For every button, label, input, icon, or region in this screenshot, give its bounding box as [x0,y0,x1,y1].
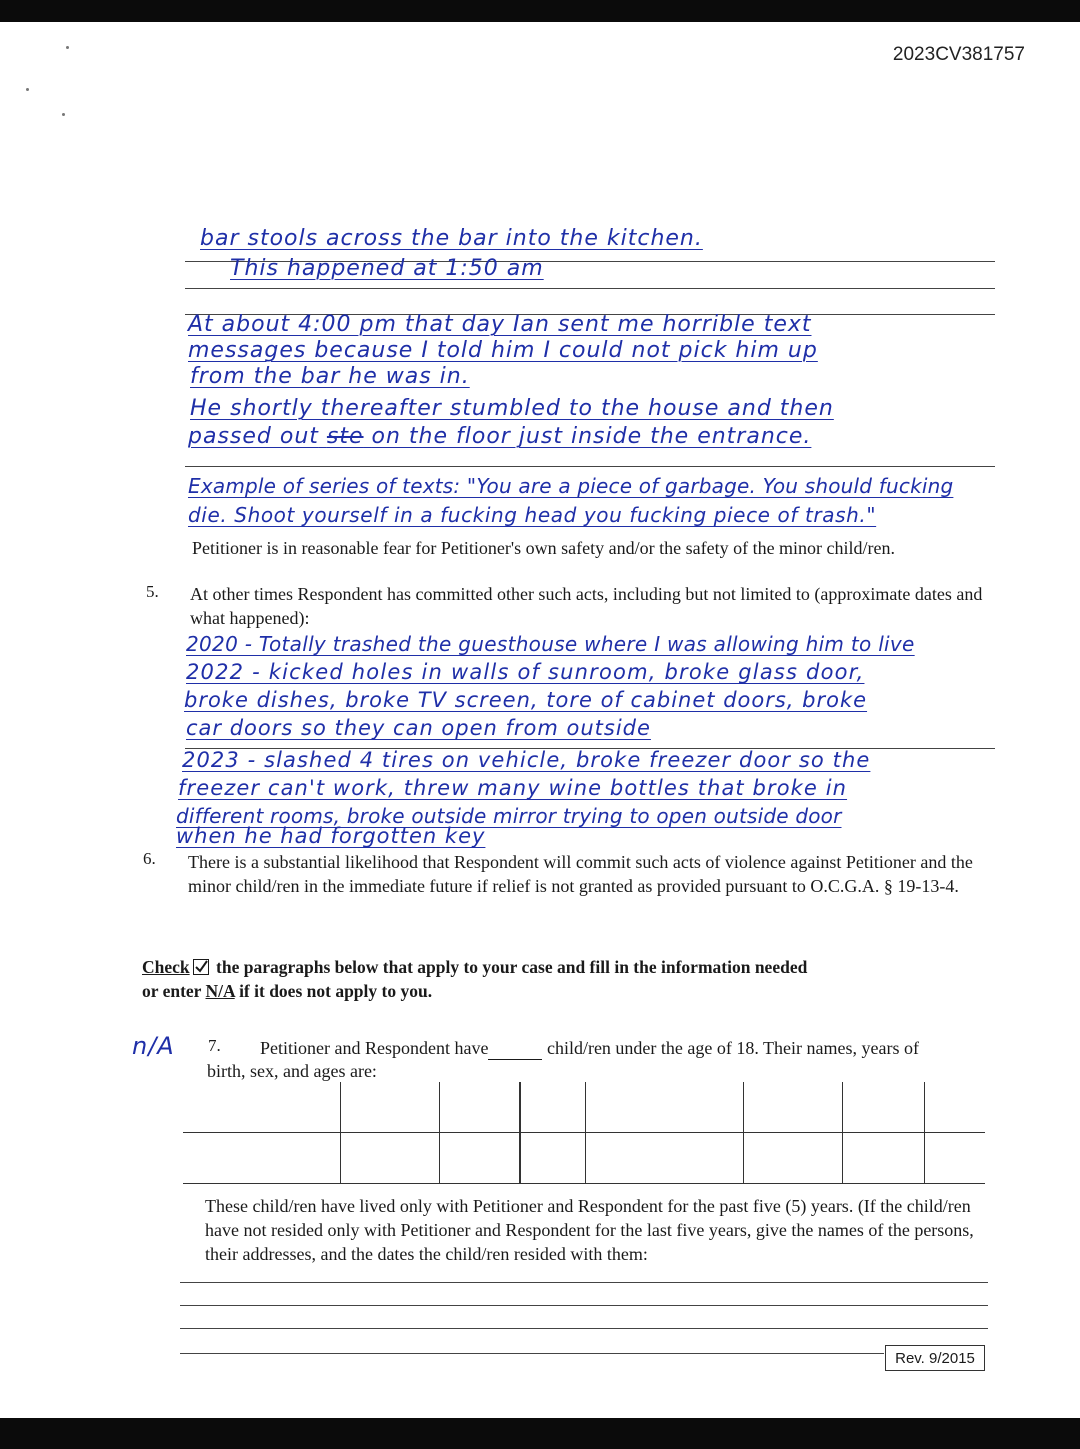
item-7-number: 7. [208,1036,221,1055]
instructions [142,955,1002,1003]
handwritten-text: on the floor just inside the entrance. [371,424,812,449]
table-cell[interactable] [520,1133,585,1184]
table-cell[interactable] [925,1082,985,1133]
handwritten-line: 2023 - slashed 4 tires on vehicle, broke freezer door so the [182,748,871,772]
writing-line [185,288,995,289]
table-cell[interactable] [183,1082,341,1133]
handwritten-line: messages because I told him I could not pick him up [188,338,818,363]
table-cell[interactable] [341,1133,440,1184]
table-row [183,1133,985,1184]
struck-out-text: ste [326,424,364,449]
table-cell[interactable] [341,1082,440,1133]
fear-statement: Petitioner is in reasonable fear for Petitioner's own safety and/or the safety of the minor child/ren. [192,538,896,558]
handwritten-line: Example of series of texts: "You are a piece of garbage. You should fucking [188,474,954,498]
scan-speck [66,46,69,49]
handwritten-line: freezer can't work, threw many wine bottles that broke in [178,776,848,800]
table-cell[interactable] [520,1082,585,1133]
table-row [183,1082,985,1133]
revision-label: Rev. 9/2015 [885,1345,985,1371]
writing-line[interactable] [180,1305,988,1306]
handwritten-line: from the bar he was in. [190,364,470,389]
instructions-line-2-pre: or enter [142,981,202,1001]
na-handwritten-mark: n/A [132,1032,175,1060]
instructions-line-1: the paragraphs below that apply to your case and fill in the information needed [216,957,808,977]
item-6-text: There is a substantial likelihood that Respondent will commit such acts of violence against Petitioner and the minor child/ren in the immediate future if relief is not granted as provided pursuant to O.C.G.A. § 19-13-4. [188,852,973,896]
handwritten-line: die. Shoot yourself in a fucking head you fucking piece of trash." [188,503,877,527]
handwritten-line: He shortly thereafter stumbled to the house and then [190,396,834,421]
item-6-number: 6. [143,849,156,868]
table-cell[interactable] [842,1133,925,1184]
scan-speck [62,113,65,116]
table-cell[interactable] [439,1133,520,1184]
scan-speck [26,88,29,91]
item-5-number: 5. [146,582,159,601]
item-7-text-b: child/ren under the age of 18. Their names, years of [546,1038,919,1058]
handwritten-line [188,424,811,449]
residence-text: These child/ren have lived only with Petitioner and Respondent for the past five (5) years. (If the child/ren have not resided only with Petitioner and Respondent for the last five years, give the names of the persons, their addresses, and the dates the child/ren resided with them: [205,1196,974,1264]
item-7-text-a: Petitioner and Respondent have [260,1038,489,1058]
item-5-text: At other times Respondent has committed other such acts, including but not limited to (approximate dates and what happened): [190,584,983,628]
na-text: N/A [205,981,235,1001]
table-cell[interactable] [744,1082,843,1133]
writing-line[interactable] [180,1353,884,1354]
handwritten-line: 2022 - kicked holes in walls of sunroom, broke glass door, [186,660,865,684]
item-7-text [260,1036,919,1060]
writing-line[interactable] [180,1328,988,1329]
handwritten-line: This happened at 1:50 am [230,256,544,281]
case-number: 2023CV381757 [892,44,1025,65]
children-table [183,1082,985,1184]
writing-line[interactable] [180,1282,988,1283]
bottom-black-bar [0,1418,1080,1449]
handwritten-line: bar stools across the bar into the kitchen. [200,226,703,251]
handwritten-line: 2020 - Totally trashed the guesthouse where I was allowing him to live [186,632,915,656]
handwritten-line: car doors so they can open from outside [186,716,651,740]
handwritten-text: passed out [188,424,319,449]
table-cell[interactable] [585,1133,743,1184]
table-cell[interactable] [925,1133,985,1184]
handwritten-line: different rooms, broke outside mirror trying to open outside door [176,804,842,828]
children-count-blank[interactable] [488,1043,542,1060]
writing-line [185,466,995,467]
handwritten-line: broke dishes, broke TV screen, tore of cabinet doors, broke [184,688,868,712]
top-black-bar [0,0,1080,22]
table-cell[interactable] [439,1082,520,1133]
handwritten-line: when he had forgotten key [176,824,486,848]
table-cell[interactable] [183,1133,341,1184]
table-cell[interactable] [744,1133,843,1184]
checkbox-icon [193,959,209,975]
handwritten-line: At about 4:00 pm that day Ian sent me horrible text [188,312,812,337]
item-7-text-c: birth, sex, and ages are: [207,1061,377,1081]
instructions-line-2-post: if it does not apply to you. [239,981,433,1001]
check-word: Check [142,957,190,977]
table-cell[interactable] [842,1082,925,1133]
table-cell[interactable] [585,1082,743,1133]
